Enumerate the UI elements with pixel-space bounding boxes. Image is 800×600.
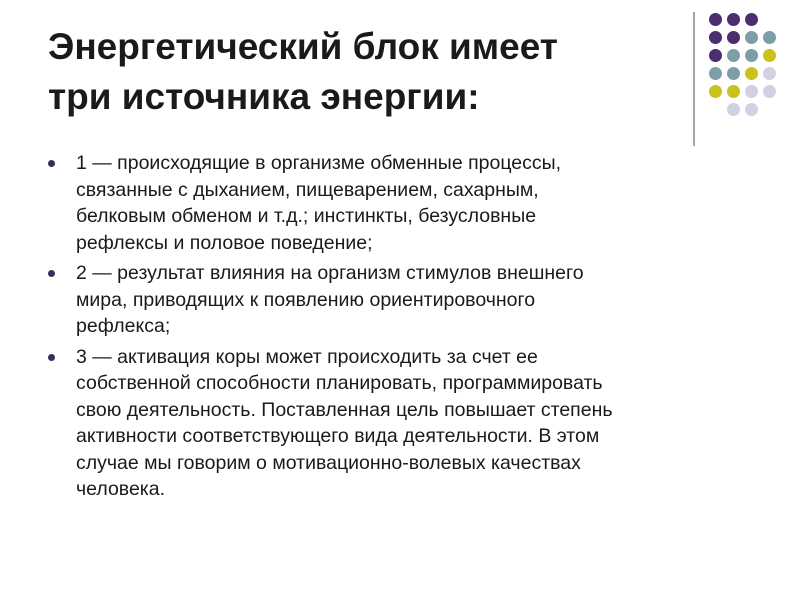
bullet-text-line: случае мы говорим о мотивационно-волевых качествах bbox=[76, 451, 581, 474]
bullet-text-line: 1 — происходящие в организме обменные процессы, bbox=[76, 152, 562, 174]
decorative-dot bbox=[763, 67, 776, 80]
decorative-dot bbox=[763, 31, 776, 44]
bullet-text-line: мира, приводящих к появлению ориентировочного bbox=[76, 288, 536, 311]
bullet-text-line: связанные с дыханием, пищеварением, сахарным, bbox=[76, 178, 539, 201]
bullet-text-line: человека. bbox=[76, 478, 166, 500]
decorative-dot bbox=[745, 67, 758, 80]
bullet-item bbox=[48, 344, 768, 503]
slide-title bbox=[48, 22, 688, 122]
decorative-dot bbox=[727, 85, 740, 98]
bullet-item bbox=[48, 150, 768, 256]
bullet-text-line: собственной способности планировать, программировать bbox=[76, 372, 603, 394]
decorative-divider bbox=[693, 12, 695, 146]
decorative-dot bbox=[709, 85, 722, 98]
bullet-text-line: 2 — результат влияния на организм стимулов внешнего bbox=[76, 262, 584, 284]
decorative-dot bbox=[727, 103, 740, 116]
bullet-item bbox=[48, 260, 768, 340]
decorative-dot bbox=[727, 13, 740, 26]
bullet-text-line: активности соответствующего вида деятельности. В этом bbox=[76, 425, 600, 447]
decorative-dot bbox=[745, 85, 758, 98]
decorative-dot bbox=[745, 13, 758, 26]
decorative-dot bbox=[709, 31, 722, 44]
bullet-text-line: рефлексы и половое поведение; bbox=[76, 231, 373, 254]
bullet-marker-icon bbox=[48, 354, 55, 361]
decorative-dot bbox=[763, 49, 776, 62]
decorative-dot bbox=[745, 103, 758, 116]
decorative-dot bbox=[727, 31, 740, 44]
bullet-list bbox=[48, 150, 768, 507]
decorative-dot bbox=[709, 67, 722, 80]
decorative-dot bbox=[745, 49, 758, 62]
decorative-dot bbox=[727, 67, 740, 80]
decorative-dot bbox=[763, 85, 776, 98]
decorative-dot bbox=[709, 49, 722, 62]
bullet-text-line: белковым обменом и т.д.; инстинкты, безусловные bbox=[76, 205, 537, 227]
title-line-1: Энергетический блок имеет bbox=[48, 26, 558, 67]
bullet-text-line: свою деятельность. Поставленная цель повышает степень bbox=[76, 398, 613, 421]
bullet-marker-icon bbox=[48, 270, 55, 277]
decorative-dot bbox=[709, 13, 722, 26]
decorative-dot bbox=[727, 49, 740, 62]
bullet-marker-icon bbox=[48, 160, 55, 167]
title-line-2: три источника энергии: bbox=[48, 76, 480, 117]
bullet-text-line: 3 — активация коры может происходить за счет ее bbox=[76, 345, 538, 368]
bullet-text-line: рефлекса; bbox=[76, 315, 171, 337]
decorative-dot bbox=[745, 31, 758, 44]
decorative-dot-grid bbox=[709, 13, 781, 125]
